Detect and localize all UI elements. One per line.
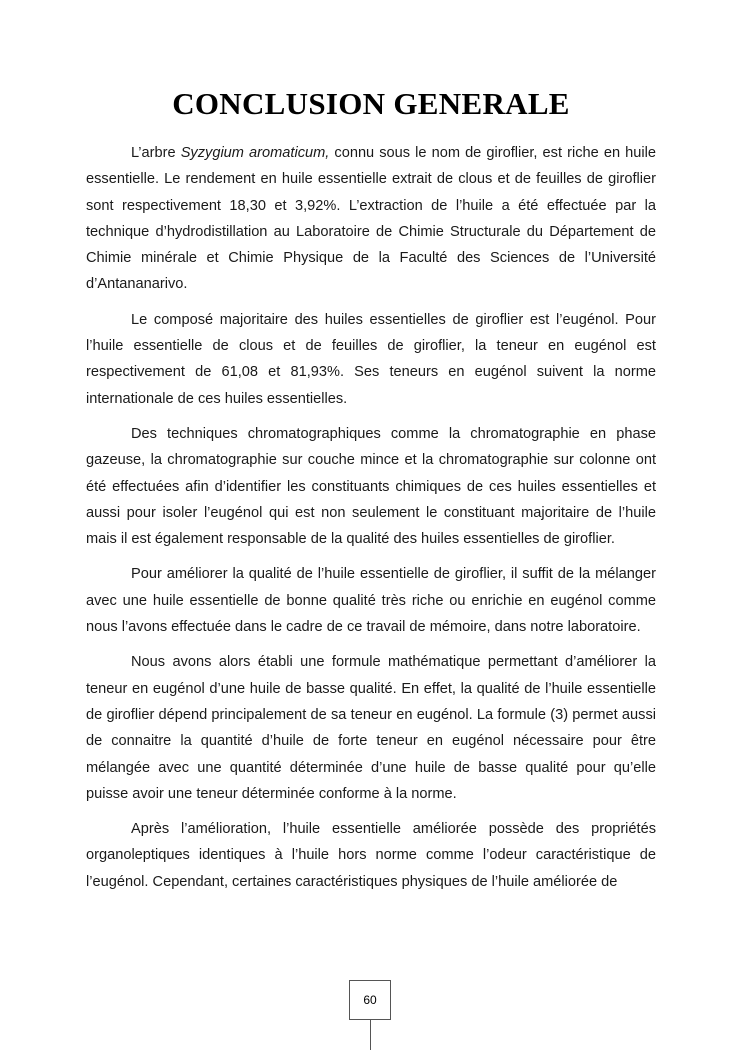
species-name: Syzygium aromaticum, [180,145,330,161]
page-number-connector [370,1020,371,1050]
page-number-box [349,980,391,1020]
paragraph-4: Pour améliorer la qualité de l’huile essentielle de giroflier, il suffit de la mélanger avec une huile essentielle de bonne qualité très riche ou enrichie en eugénol comme nous l’avons effectuée dans le cadre de ce travail de mémoire, dans notre laboratoire. [86,566,656,636]
page-number: 60 [363,993,377,1007]
paragraph-5: Nous avons alors établi une formule mathématique permettant d’améliorer la teneur en eugénol d’une huile de basse qualité. En effet, la qualité de l’huile essentielle de giroflier dépend principalement de sa teneur en eugénol. La formule (3) permet aussi de connaitre la quantité d’huile de forte teneur en eugénol nécessaire pour être mélangée avec une quantité déterminée d’une huile de basse qualité pour qu’elle puisse avoir une teneur déterminée conforme à la norme. [86,654,656,802]
paragraph-1-lead: L’arbre [131,145,181,161]
body-text [86,140,656,904]
paragraph-1 [86,140,656,298]
paragraph-3: Des techniques chromatographiques comme la chromatographie en phase gazeuse, la chromatographie sur couche mince et la chromatographie sur colonne ont été effectuées afin d’identifier les constituants chimiques de ces huiles essentielles et aussi pour isoler l’eugénol qui est non seulement le constituant majoritaire de l’huile mais il est également responsable de la qualité des huiles essentielles de giroflier. [86,425,656,548]
page-title: CONCLUSION GENERALE [172,86,570,121]
paragraph-1-rest: connu sous le nom de giroflier, est riche en huile essentielle. Le rendement en huile essentielle extrait de clous et de feuilles de giroflier sont respectivement 18,30 et 3,92%. L’extraction de l’huile a été effectuée par la technique d’hydrodistillation au Laboratoire de Chimie Structurale du Département de Chimie minérale et Chimie Physique de la Faculté des Sciences de l’Université d’Antananarivo. [86,145,656,293]
paragraph-2: Le composé majoritaire des huiles essentielles de giroflier est l’eugénol. Pour l’huile essentielle de clous et de feuilles de giroflier, la teneur en eugénol est respectivement de 61,08 et 81,93%. Ses teneurs en eugénol suivent la norme internationale de ces huiles essentielles. [86,311,656,407]
paragraph-6: Après l’amélioration, l’huile essentielle améliorée possède des propriétés organoleptiques identiques à l’huile hors norme comme l’odeur caractéristique de l’eugénol. Cependant, certaines caractéristiques physiques de l’huile améliorée de [86,821,656,890]
